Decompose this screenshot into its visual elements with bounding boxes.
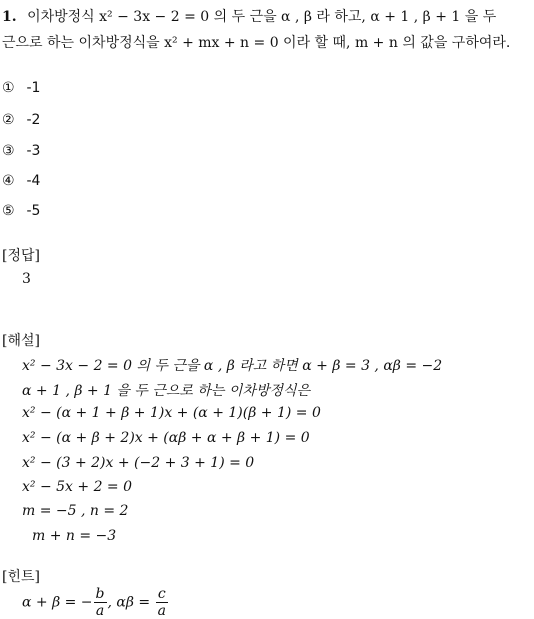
hint-middle: , αβ = bbox=[107, 594, 155, 611]
hint-frac1-num: b bbox=[95, 586, 105, 602]
hint-frac2-num: c bbox=[157, 586, 166, 602]
question-number: 1. bbox=[2, 9, 17, 25]
choice-3-marker: ③ bbox=[2, 143, 15, 159]
choice-4-marker: ④ bbox=[2, 173, 15, 189]
solution-line-4: x² − (α + β + 2)x + (αβ + α + β + 1) = 0 bbox=[22, 430, 310, 446]
hint-label: [힌트] bbox=[2, 569, 40, 585]
question-line-1-text: 이차방정식 x² − 3x − 2 = 0 의 두 근을 α , β 라 하고, α + 1 , β + 1 을 두 bbox=[27, 9, 497, 25]
choice-5-marker: ⑤ bbox=[2, 203, 15, 219]
choice-1-value: -1 bbox=[26, 80, 41, 96]
choice-2-marker: ② bbox=[2, 112, 15, 128]
choice-2-value: -2 bbox=[26, 112, 41, 128]
hint-prefix: α + β = − bbox=[22, 594, 93, 611]
hint-fraction-b-over-a bbox=[94, 586, 107, 619]
solution-label: [해설] bbox=[2, 333, 40, 349]
choice-5-value: -5 bbox=[26, 203, 41, 219]
hint-frac1-den: a bbox=[94, 602, 107, 619]
choice-3-value: -3 bbox=[26, 143, 41, 159]
solution-line-1: x² − 3x − 2 = 0 의 두 근을 α , β 라고 하면 α + β = 3 , αβ = −2 bbox=[22, 358, 443, 374]
question-line-1 bbox=[2, 4, 532, 30]
solution-line-8: m + n = −3 bbox=[32, 528, 117, 544]
hint-frac2-den: a bbox=[157, 603, 166, 619]
hint-formula bbox=[22, 586, 169, 619]
choice-4-value: -4 bbox=[26, 173, 41, 189]
choice-1[interactable] bbox=[2, 80, 40, 96]
solution-line-3: x² − (α + 1 + β + 1)x + (α + 1)(β + 1) = 0 bbox=[22, 405, 321, 421]
choice-2[interactable] bbox=[2, 112, 40, 128]
question-line-2: 근으로 하는 이차방정식을 x² + mx + n = 0 이라 할 때, m + n 의 값을 구하여라. bbox=[2, 35, 511, 51]
hint-fraction-c-over-a bbox=[156, 586, 168, 619]
choice-4[interactable] bbox=[2, 173, 40, 189]
choice-3[interactable] bbox=[2, 143, 40, 159]
choice-1-marker: ① bbox=[2, 80, 15, 96]
solution-line-7: m = −5 , n = 2 bbox=[22, 503, 129, 519]
answer-label: [정답] bbox=[2, 248, 40, 264]
answer-value: 3 bbox=[22, 271, 31, 287]
solution-line-5: x² − (3 + 2)x + (−2 + 3 + 1) = 0 bbox=[22, 455, 255, 471]
solution-line-2: α + 1 , β + 1 을 두 근으로 하는 이차방정식은 bbox=[22, 383, 311, 399]
choice-5[interactable] bbox=[2, 203, 40, 219]
solution-line-6: x² − 5x + 2 = 0 bbox=[22, 479, 133, 495]
question-text bbox=[2, 4, 532, 56]
